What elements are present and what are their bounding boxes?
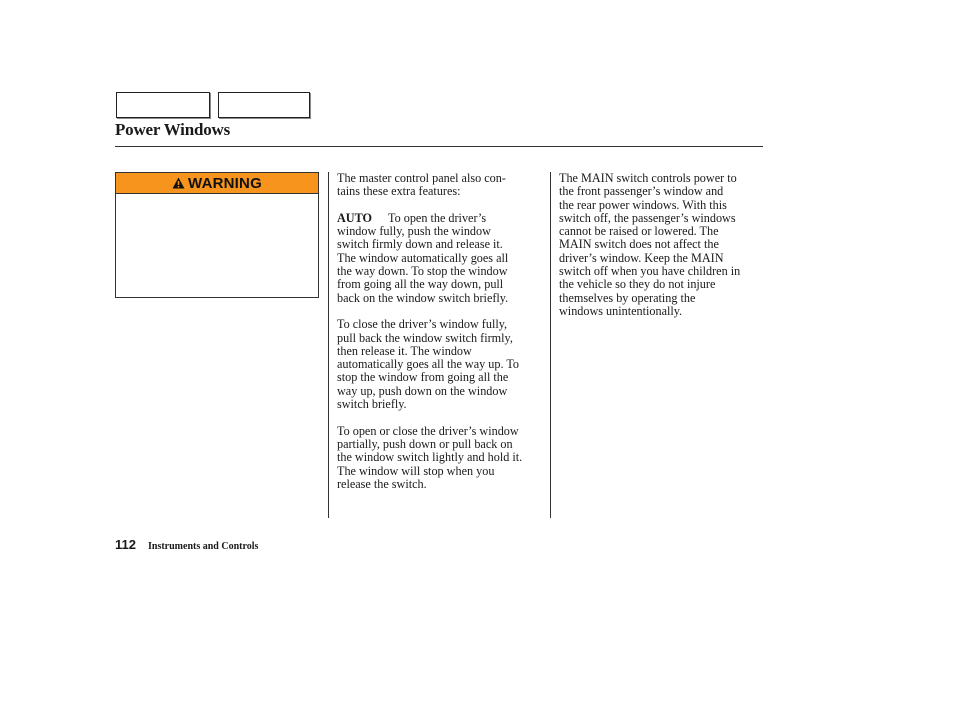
auto-paragraph: AUTO To open the driver’s window fully, push the window switch firmly down and release it. The window automatically goes all the way down. To stop the window from going all the way down, pull back on the window switch briefly. (337, 210, 509, 305)
nav-tab-previous[interactable] (116, 92, 210, 118)
auto-label: AUTO (337, 210, 372, 225)
main-switch-paragraph: The MAIN switch controls power to the front passenger’s window and the rear power windows. With this switch off, the passenger’s windows cannot be raised or lowered. The MAIN switch does not affect the driver’s window. Keep the MAIN switch off when you have children in the vehicle so they do not injure themselves by operating the windows unintentionally. (559, 171, 741, 318)
warning-triangle-icon (172, 177, 185, 189)
page-title: Power Windows (115, 120, 231, 139)
partial-paragraph: To open or close the driver’s window partially, push down or pull back on the window switch lightly and hold it. The window will stop when you release the switch. (337, 423, 523, 491)
warning-box (115, 172, 319, 298)
close-paragraph: To close the driver’s window fully, pull back the window switch firmly, then release it. The window automatically goes all the way up. To stop the window from going all the way up, push down on the window switch briefly. (337, 317, 520, 412)
right-column (559, 172, 762, 332)
intro-paragraph: The master control panel also con- tains these extra features: (337, 171, 506, 199)
title-divider (115, 146, 763, 147)
column-divider-1 (328, 172, 329, 518)
middle-column (337, 172, 544, 504)
nav-tab-next[interactable] (218, 92, 310, 118)
warning-label: WARNING (188, 174, 262, 192)
column-divider-2 (550, 172, 551, 518)
page-number: 112 (115, 537, 136, 552)
section-name: Instruments and Controls (148, 541, 259, 552)
warning-header (116, 173, 318, 194)
